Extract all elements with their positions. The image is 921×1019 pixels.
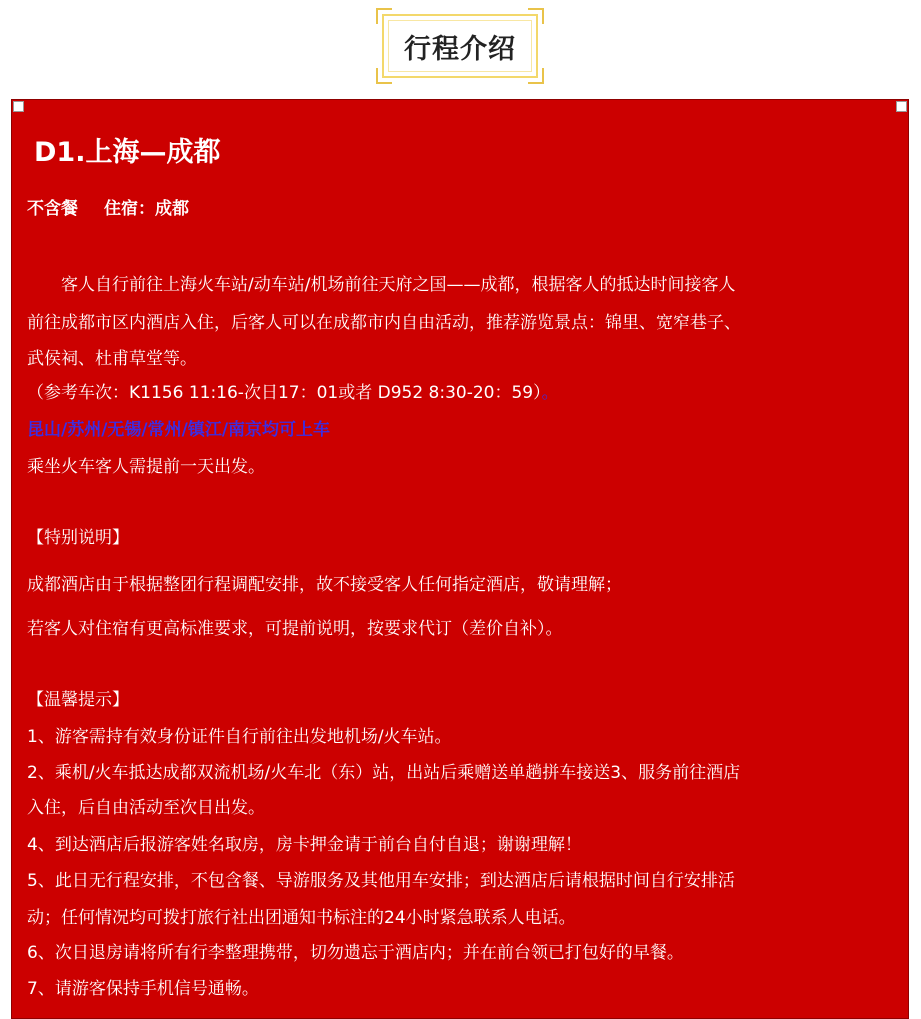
tip-line: 4、到达酒店后报游客姓名取房，房卡押金请于前台自付自退；谢谢理解！ xyxy=(27,835,582,855)
section-title: 行程介绍 xyxy=(404,33,516,65)
day-heading: D1.上海—成都 xyxy=(34,137,221,168)
intro-line-3: 武侯祠、杜甫草堂等。 xyxy=(27,349,197,369)
tip-line: 7、请游客保持手机信号通畅。 xyxy=(27,979,259,999)
intro-line-2: 前往成都市区内酒店入住，后客人可以在成都市内自由活动，推荐游览景点：锦里、宽窄巷子、 xyxy=(27,313,741,333)
special-line-1: 成都酒店由于根据整团行程调配安排，故不接受客人任何指定酒店，敬请理解； xyxy=(27,575,622,595)
meals-info: 不含餐 xyxy=(27,199,78,219)
boarding-stations: 昆山/苏州/无锡/常州/镇江/南京均可上车 xyxy=(27,420,331,440)
train-reference-dot: 。 xyxy=(541,383,559,403)
section-title-box xyxy=(382,14,538,78)
special-line-2: 若客人对住宿有更高标准要求，可提前说明，按要求代订（差价自补）。 xyxy=(27,619,563,639)
panel-corner-marker xyxy=(13,101,24,112)
train-reference xyxy=(27,378,559,403)
special-title: 【特别说明】 xyxy=(27,528,129,548)
tip-line: 入住，后自由活动至次日出发。 xyxy=(27,798,265,818)
section-title-frame xyxy=(376,8,544,84)
itinerary-panel xyxy=(11,99,909,1019)
tip-line: 2、乘机/火车抵达成都双流机场/火车北（东）站，出站后乘赠送单趟拼车接送3、服务前往酒店 xyxy=(27,763,741,783)
tip-line: 1、游客需持有效身份证件自行前往出发地机场/火车站。 xyxy=(27,727,452,747)
train-note: 乘坐火车客人需提前一天出发。 xyxy=(27,457,265,477)
tips-title: 【温馨提示】 xyxy=(27,690,129,710)
meal-lodging-line xyxy=(27,194,189,219)
tip-line: 动；任何情况均可拨打旅行社出团通知书标注的24小时紧急联系人电话。 xyxy=(27,908,576,928)
panel-corner-marker xyxy=(896,101,907,112)
lodging-info: 住宿：成都 xyxy=(104,199,189,219)
tip-line: 6、次日退房请将所有行李整理携带，切勿遗忘于酒店内；并在前台领已打包好的早餐。 xyxy=(27,943,684,963)
intro-line-1: 客人自行前往上海火车站/动车站/机场前往天府之国——成都，根据客人的抵达时间接客人 xyxy=(27,275,736,295)
train-reference-text: （参考车次：K1156 11:16-次日17：01或者 D952 8:30-20：59） xyxy=(27,383,542,403)
tip-line: 5、此日无行程安排，不包含餐、导游服务及其他用车安排；到达酒店后请根据时间自行安排活 xyxy=(27,871,735,891)
